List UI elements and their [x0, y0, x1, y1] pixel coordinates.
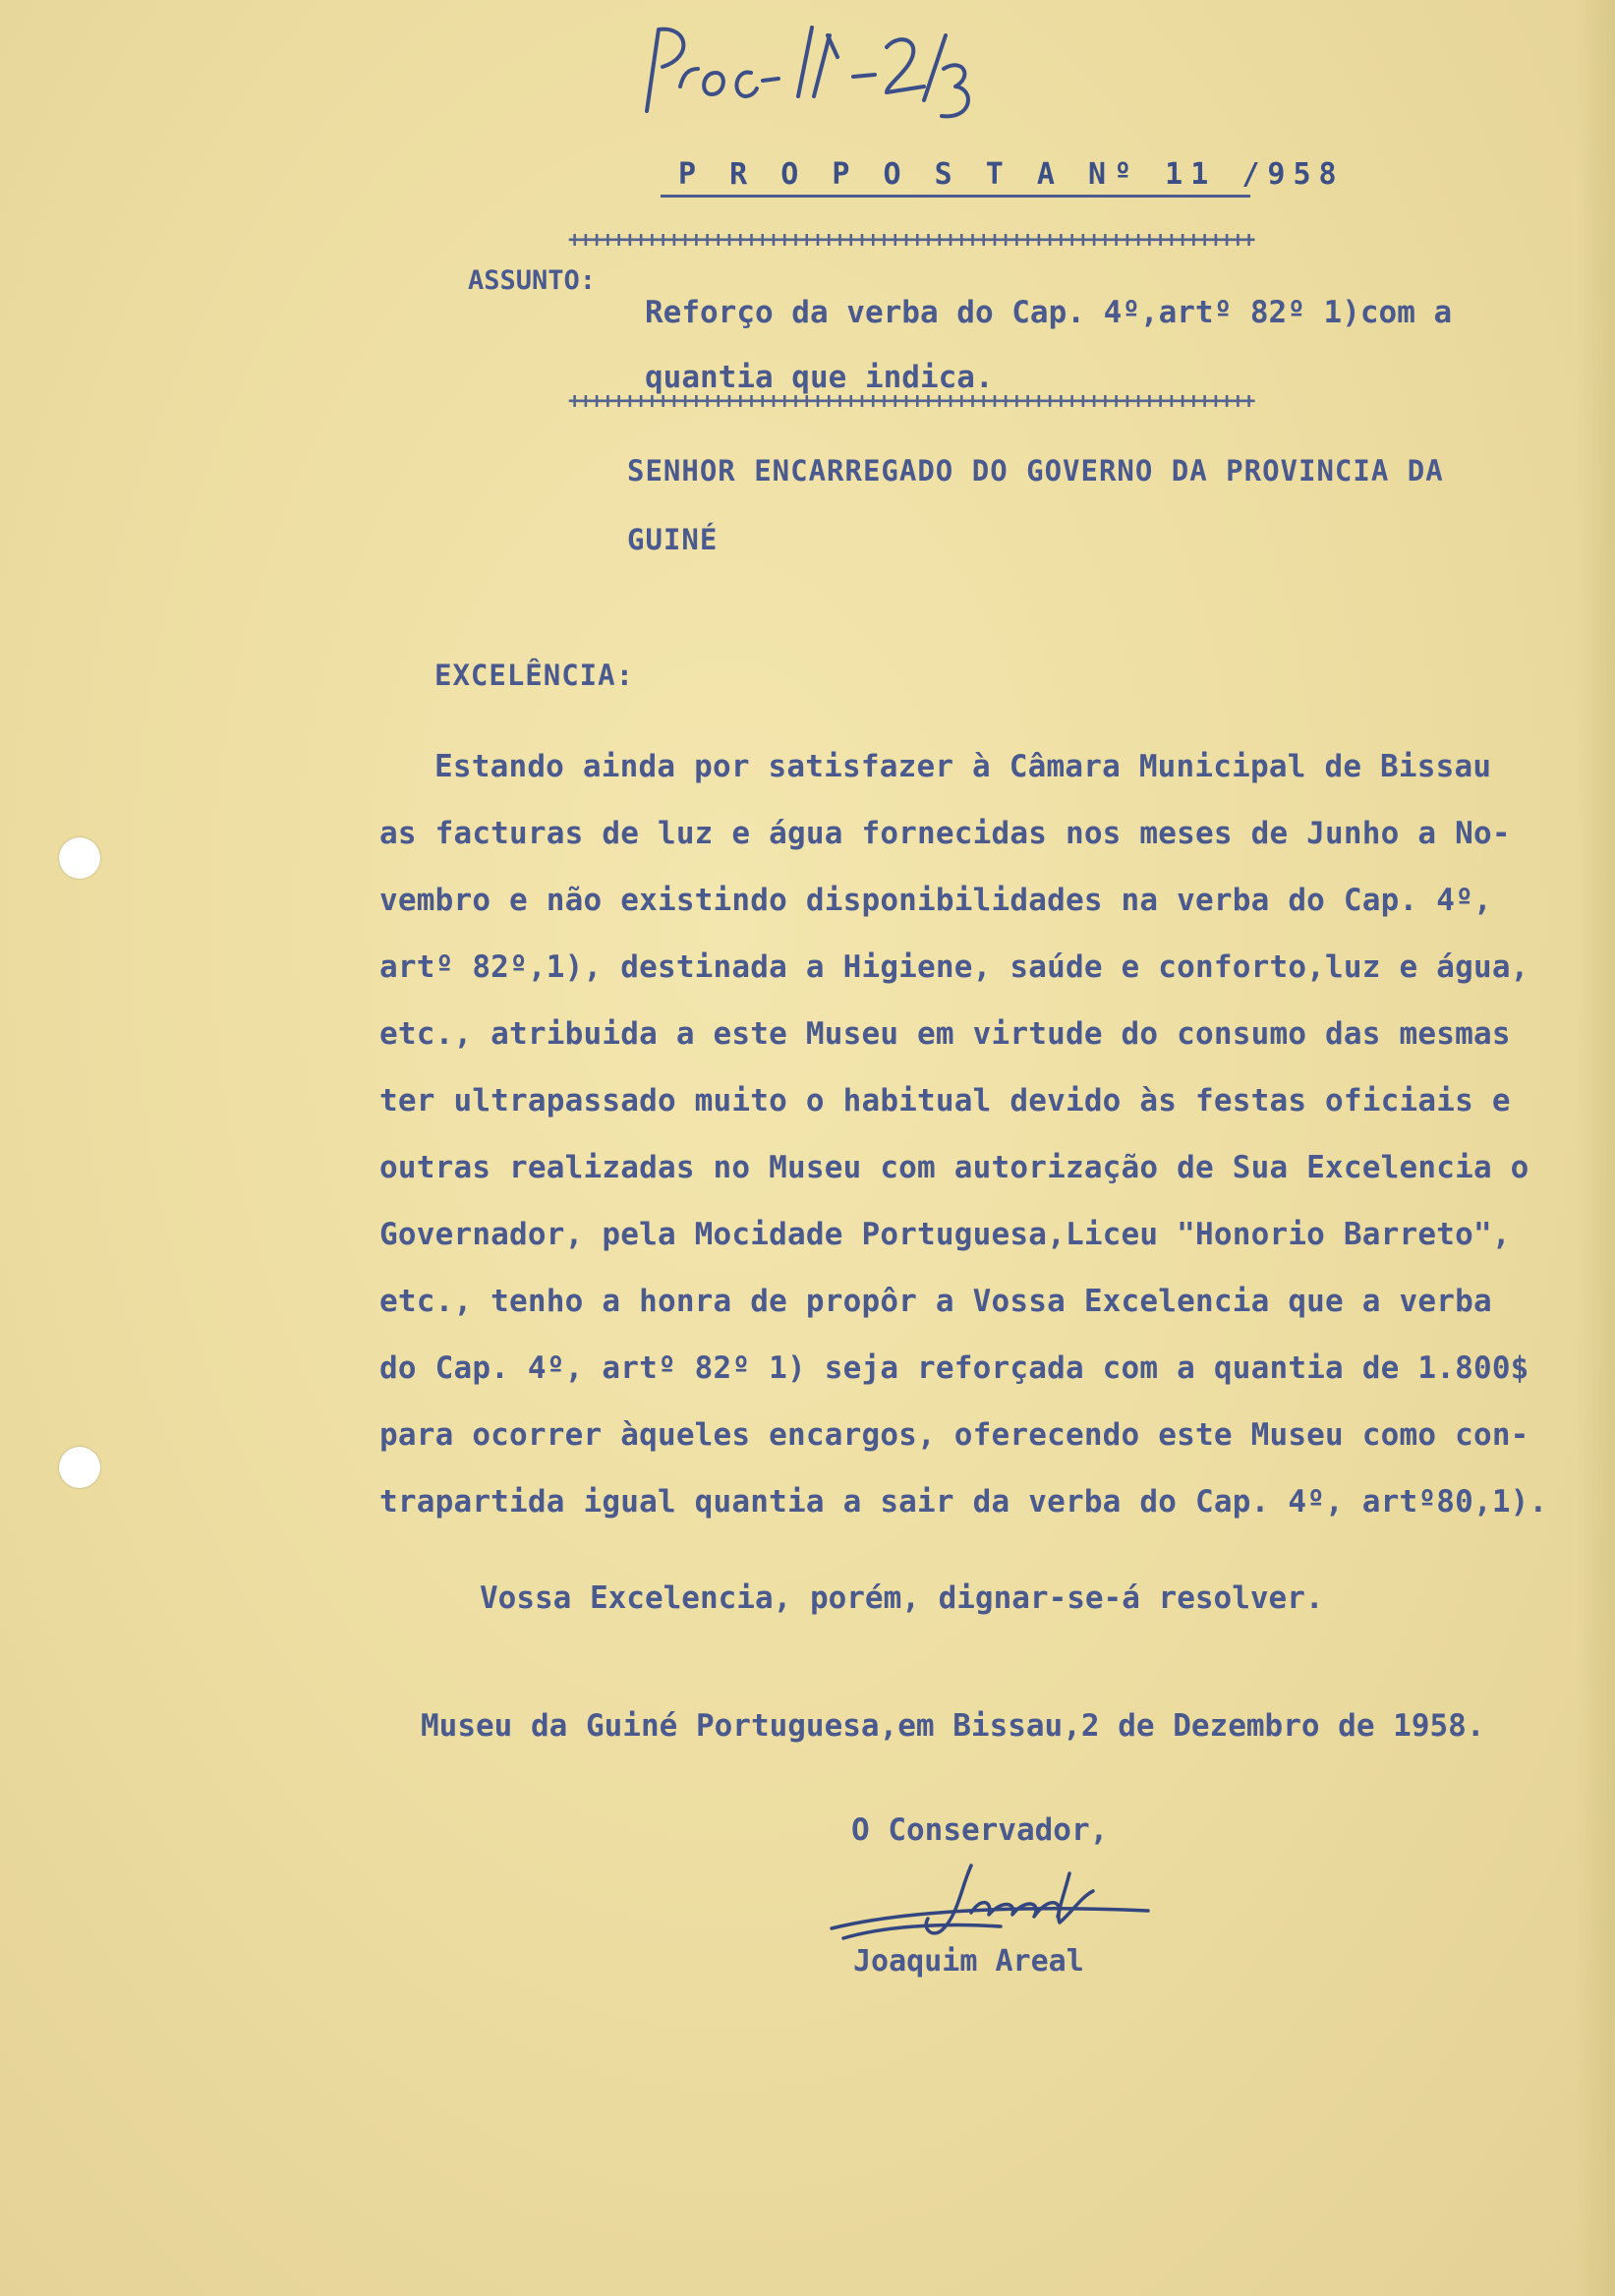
body-line: etc., atribuida a este Museu em virtude do consumo das mesmas	[379, 1016, 1511, 1052]
body-line: Governador, pela Mocidade Portuguesa,Liceu "Honorio Barreto",	[379, 1217, 1511, 1252]
signatory-name: Joaquim Areal	[853, 1944, 1084, 1979]
salutation: EXCELÊNCIA:	[434, 659, 635, 692]
body-line: vembro e não existindo disponibilidades na verba do Cap. 4º,	[379, 883, 1492, 918]
body-line: para ocorrer àqueles encargos, oferecendo este Museu como con-	[379, 1417, 1529, 1453]
separator-line: ++++++++++++++++++++++++++++++++++++++++++++++++++++++++++++++	[568, 389, 1254, 414]
subject-line: quantia que indica.	[645, 360, 994, 395]
closing-formula: Vossa Excelencia, porém, dignar-se-á resolver.	[480, 1580, 1324, 1616]
body-line: Estando ainda por satisfazer à Câmara Municipal de Bissau	[434, 749, 1492, 784]
paper-edge-shadow	[1576, 0, 1615, 2296]
subject-label: ASSUNTO:	[468, 265, 597, 296]
punch-hole	[59, 837, 100, 879]
title-underline	[661, 195, 1250, 198]
document-title: P R O P O S T A Nº 11 /958	[678, 157, 1345, 192]
body-line: trapartida igual quantia a sair da verba do Cap. 4º, artº80,1).	[379, 1484, 1548, 1520]
separator-line: ++++++++++++++++++++++++++++++++++++++++++++++++++++++++++++++	[568, 228, 1254, 253]
place-and-date: Museu da Guiné Portuguesa,em Bissau,2 de Dezembro de 1958.	[421, 1708, 1485, 1744]
addressee-line: GUINÉ	[627, 523, 719, 556]
subject-line: Reforço da verba do Cap. 4º,artº 82º 1)com a	[645, 295, 1453, 330]
body-line: ter ultrapassado muito o habitual devido às festas oficiais e	[379, 1083, 1511, 1119]
body-line: do Cap. 4º, artº 82º 1) seja reforçada com a quantia de 1.800$	[379, 1350, 1529, 1386]
handwritten-reference-mark	[629, 18, 1022, 126]
body-line: etc., tenho a honra de propôr a Vossa Excelencia que a verba	[379, 1284, 1492, 1319]
body-line: as facturas de luz e água fornecidas nos meses de Junho a No-	[379, 816, 1511, 851]
body-line: artº 82º,1), destinada a Higiene, saúde e conforto,luz e água,	[379, 949, 1529, 985]
body-line: outras realizadas no Museu com autorização de Sua Excelencia o	[379, 1150, 1529, 1185]
addressee-line: SENHOR ENCARREGADO DO GOVERNO DA PROVINCIA DA	[627, 454, 1444, 488]
punch-hole	[59, 1447, 100, 1488]
signatory-role: O Conservador,	[851, 1812, 1109, 1848]
